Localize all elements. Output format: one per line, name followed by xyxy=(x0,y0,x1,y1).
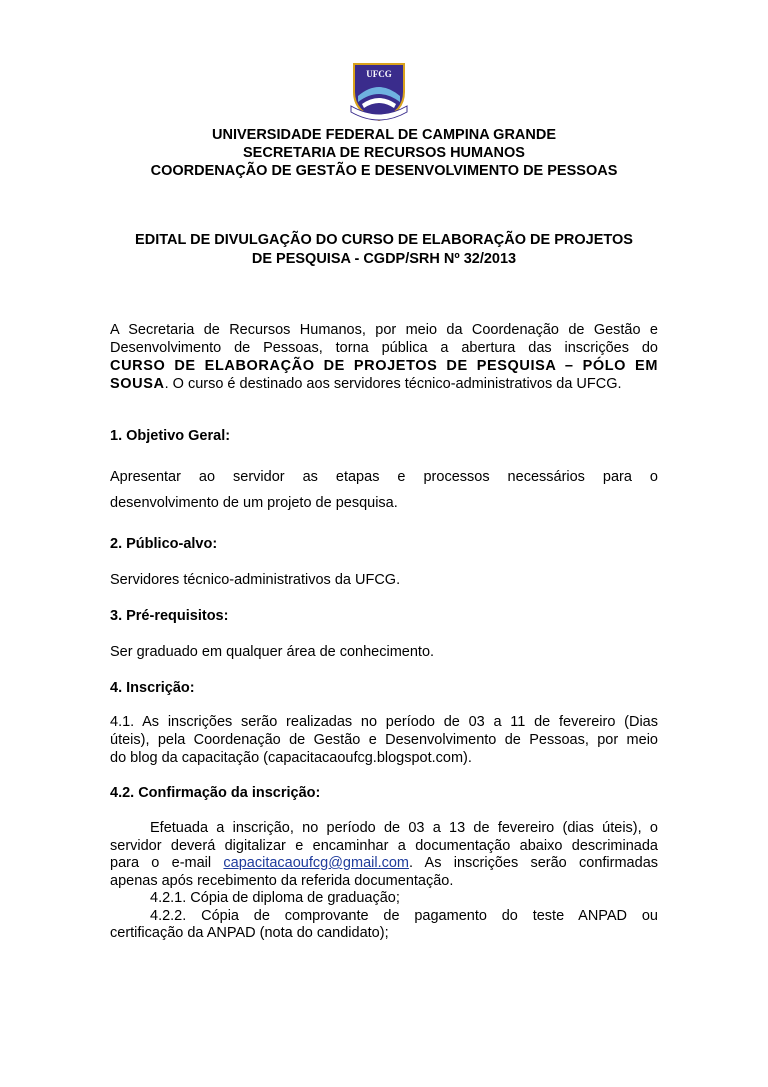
email-suffix: . As inscrições serão confirmadas xyxy=(409,855,659,871)
item-4-2-2: 4.2.2. Cópia de comprovante de pagamento do teste ANPAD ou xyxy=(150,907,658,924)
section-3-heading: 3. Pré-requisitos: xyxy=(110,608,229,624)
ufcg-logo xyxy=(348,62,410,122)
section-4-2-line: apenas após recebimento da referida documentação. xyxy=(110,872,454,889)
section-4-2-text xyxy=(110,820,658,943)
document-title-line1: EDITAL DE DIVULGAÇÃO DO CURSO DE ELABORAÇÃO DE PROJETOS xyxy=(135,232,633,248)
intro-line xyxy=(110,375,658,393)
svg-text:UFCG: UFCG xyxy=(366,69,392,79)
intro-paragraph xyxy=(110,321,658,393)
intro-course-name xyxy=(110,357,658,375)
section-4-2-heading: 4.2. Confirmação da inscrição: xyxy=(110,785,321,801)
document-title-line2: DE PESQUISA - CGDP/SRH Nº 32/2013 xyxy=(251,251,517,267)
section-4-2-line: Efetuada a inscrição, no período de 03 a 13 de fevereiro (dias úteis), o xyxy=(150,820,658,836)
section-2-text: Servidores técnico-administrativos da UFCG. xyxy=(110,572,401,588)
email-prefix: para o e-mail xyxy=(110,855,212,871)
intro-line-rest: . O curso é destinado aos servidores técnico-administrativos da UFCG. xyxy=(164,376,622,392)
section-1-line: Apresentar ao servidor as etapas e processos necessários para o xyxy=(110,469,658,485)
intro-line: A Secretaria de Recursos Humanos, por meio da Coordenação de Gestão e xyxy=(110,322,658,338)
section-1-text xyxy=(110,464,658,516)
section-4-2-email-line xyxy=(110,855,658,873)
section-4-1-text xyxy=(110,713,658,767)
item-4-2-2-continued: certificação da ANPAD (nota do candidato); xyxy=(110,925,389,941)
section-1-line: desenvolvimento de um projeto de pesquisa. xyxy=(110,495,398,511)
section-4-2-line: servidor deverá digitalizar e encaminhar a documentação abaixo descriminada xyxy=(110,837,658,854)
email-link[interactable]: capacitacaoufcg@gmail.com xyxy=(223,855,410,871)
coordination-name: COORDENAÇÃO DE GESTÃO E DESENVOLVIMENTO DE PESSOAS xyxy=(150,163,618,179)
section-4-1-line: úteis), pela Coordenação de Gestão e Desenvolvimento de Pessoas, por meio xyxy=(110,732,658,748)
course-location-bold: SOUSA xyxy=(110,376,165,392)
item-4-2-1: 4.2.1. Cópia de diploma de graduação; xyxy=(150,890,400,906)
secretariat-name: SECRETARIA DE RECURSOS HUMANOS xyxy=(243,145,525,161)
section-1-heading: 1. Objetivo Geral: xyxy=(110,428,231,444)
course-name-bold: CURSO DE ELABORAÇÃO DE PROJETOS DE PESQUISA – PÓLO EM xyxy=(110,358,658,374)
section-4-heading: 4. Inscrição: xyxy=(110,680,195,696)
section-2-heading: 2. Público-alvo: xyxy=(110,536,218,552)
university-name: UNIVERSIDADE FEDERAL DE CAMPINA GRANDE xyxy=(212,127,556,143)
section-3-text: Ser graduado em qualquer área de conhecimento. xyxy=(110,644,435,660)
intro-line: Desenvolvimento de Pessoas, torna pública a abertura das inscrições do xyxy=(110,340,658,356)
section-4-1-line: 4.1. As inscrições serão realizadas no período de 03 a 11 de fevereiro (Dias xyxy=(110,714,658,730)
section-4-1-line: do blog da capacitação (capacitacaoufcg.blogspot.com). xyxy=(110,750,472,766)
